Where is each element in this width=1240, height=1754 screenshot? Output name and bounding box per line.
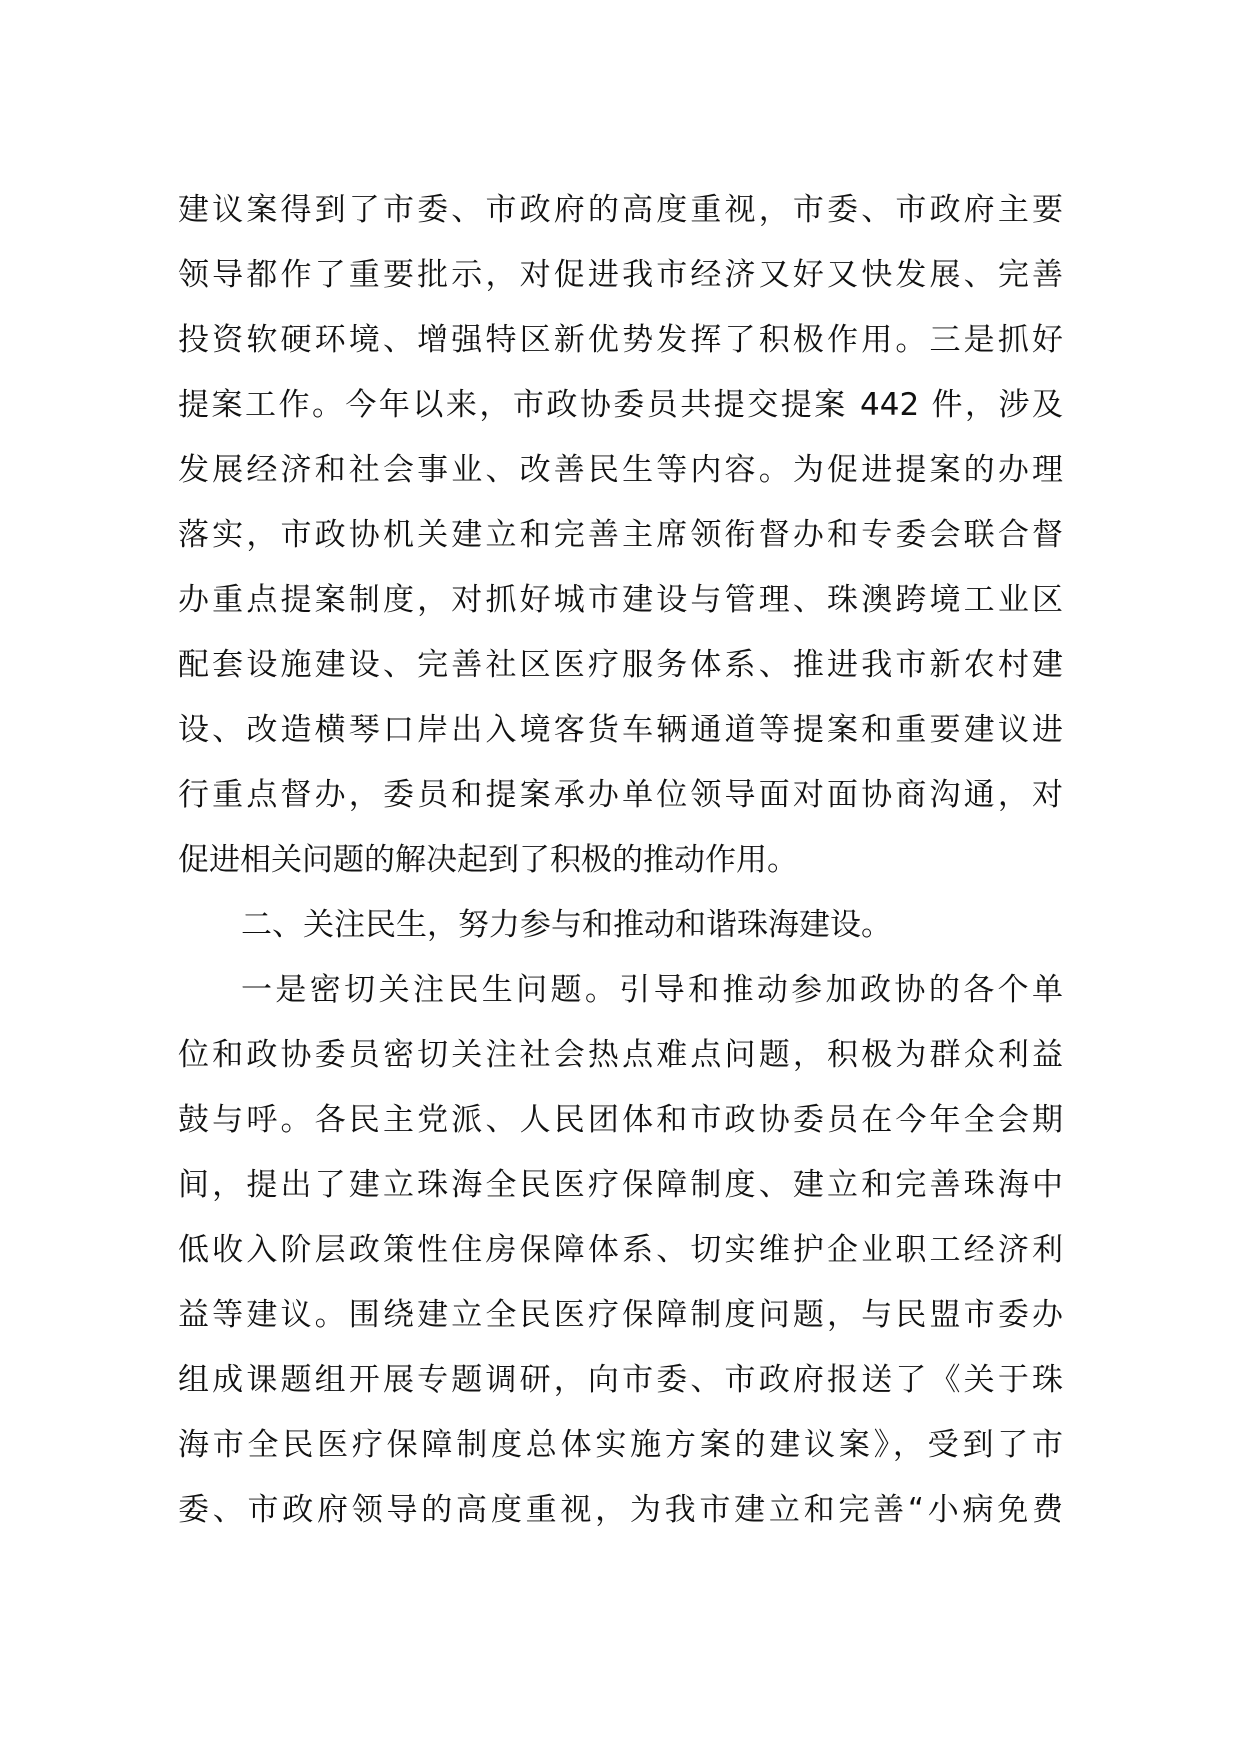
paragraph-line: 落实，市政协机关建立和完善主席领衔督办和专委会联合督 [178, 517, 1063, 553]
paragraph-line: 发展经济和社会事业、改善民生等内容。为促进提案的办理 [178, 452, 1063, 488]
paragraph-line: 低收入阶层政策性住房保障体系、切实维护企业职工经济利 [178, 1232, 1063, 1268]
paragraph-line: 位和政协委员密切关注社会热点难点问题，积极为群众利益 [178, 1037, 1063, 1073]
paragraph-line: 办重点提案制度，对抓好城市建设与管理、珠澳跨境工业区 [178, 582, 1063, 618]
paragraph-line-first: 一是密切关注民生问题。引导和推动参加政协的各个单 [241, 972, 1063, 1008]
paragraph-1 [178, 178, 1063, 893]
paragraph-line: 配套设施建设、完善社区医疗服务体系、推进我市新农村建 [178, 647, 1063, 683]
paragraph-line-last: 促进相关问题的解决起到了积极的推动作用。 [178, 842, 798, 878]
paragraph-line: 提案工作。今年以来，市政协委员共提交提案 442 件，涉及 [178, 387, 1063, 423]
paragraph-line: 领导都作了重要批示，对促进我市经济又好又快发展、完善 [178, 257, 1063, 293]
paragraph-line: 委、市政府领导的高度重视，为我市建立和完善“小病免费 [178, 1492, 1063, 1528]
paragraph-line: 行重点督办，委员和提案承办单位领导面对面协商沟通，对 [178, 777, 1063, 813]
document-body [178, 178, 1063, 1543]
paragraph-line: 组成课题组开展专题调研，向市委、市政府报送了《关于珠 [178, 1362, 1063, 1398]
paragraph-2 [178, 958, 1063, 1543]
paragraph-line: 鼓与呼。各民主党派、人民团体和市政协委员在今年全会期 [178, 1102, 1063, 1138]
paragraph-line: 海市全民医疗保障制度总体实施方案的建议案》，受到了市 [178, 1427, 1063, 1463]
paragraph-line: 投资软硬环境、增强特区新优势发挥了积极作用。三是抓好 [178, 322, 1063, 358]
paragraph-line: 间，提出了建立珠海全民医疗保障制度、建立和完善珠海中 [178, 1167, 1063, 1203]
section-heading: 二、关注民生，努力参与和推动和谐珠海建设。 [241, 907, 892, 943]
paragraph-line: 设、改造横琴口岸出入境客货车辆通道等提案和重要建议进 [178, 712, 1063, 748]
paragraph-line: 益等建议。围绕建立全民医疗保障制度问题，与民盟市委办 [178, 1297, 1063, 1333]
paragraph-line: 建议案得到了市委、市政府的高度重视，市委、市政府主要 [178, 192, 1063, 228]
